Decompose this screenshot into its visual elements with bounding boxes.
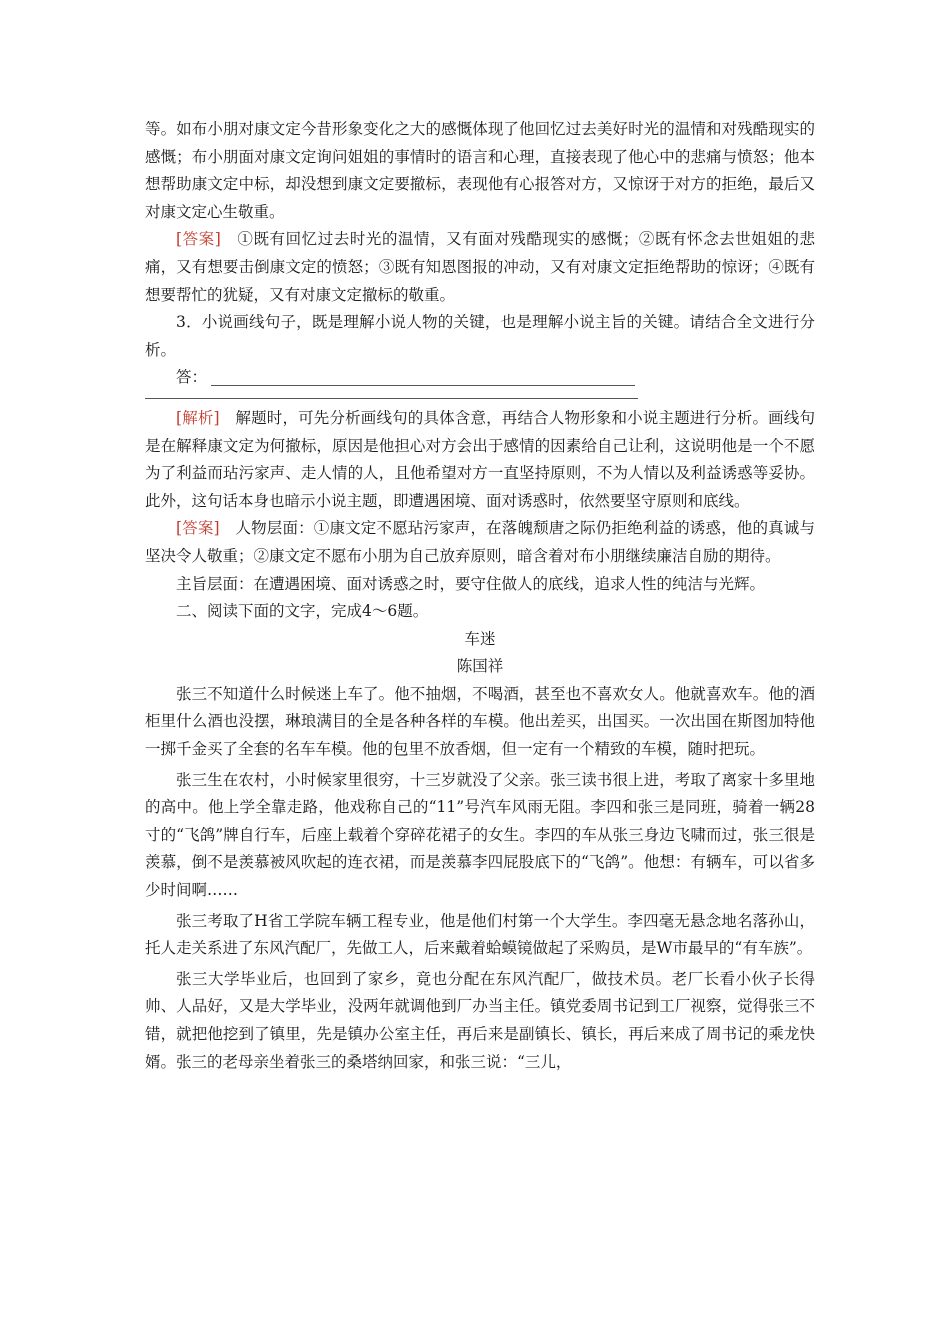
analysis-3-text: 解题时，可先分析画线句的具体含意，再结合人物形象和小说主题进行分析。画线句是在解释康文定为何撤标，原因是他担心对方会出于感情的因素给自己让利，这说明他是一个不愿为了利益而玷污家声、走人情的人，且他希望对方一直坚持原则，不为人情以及利益诱惑等妥协。此外，这句话本身也暗示小说主题，即遭遇困境、面对诱惑时，依然要坚守原则和底线。 xyxy=(145,408,815,510)
answer-blank xyxy=(176,364,815,392)
document-page xyxy=(145,116,815,1076)
story-paragraph: 张三生在农村，小时候家里很穷，十三岁就没了父亲。张三读书很上进，考取了离家十多里地的高中。他上学全靠走路，他戏称自己的“11”号汽车风雨无阻。李四和张三是同班，骑着一辆28寸的“飞鸽”牌自行车，后座上载着个穿碎花裙子的女生。李四的车从张三身边飞啸而过，张三很是羡慕，倒不是羡慕被风吹起的连衣裙，而是羡慕李四屁股底下的“飞鸽”。他想：有辆车，可以省多少时间啊…… xyxy=(145,770,815,900)
answer-3 xyxy=(145,515,815,570)
analysis-continuation: 等。如布小朋对康文定今昔形象变化之大的感慨体现了他回忆过去美好时光的温情和对残酷现实的感慨；布小朋面对康文定询问姐姐的事情时的语言和心理，直接表现了他心中的悲痛与愤怒；他本想帮助康文定中标，却没想到康文定要撤标，表现他有心报答对方，又惊讶于对方的拒绝，最后又对康文定心生敬重。 xyxy=(145,120,815,221)
answer-underline-2 xyxy=(145,398,638,399)
answer-3-theme: 主旨层面：在遭遇困境、面对诱惑之时，要守住做人的底线，追求人性的纯洁与光辉。 xyxy=(176,574,766,593)
answer-2-text: ①既有回忆过去时光的温情，又有面对残酷现实的感慨；②既有怀念去世姐姐的悲痛，又有想要击倒康文定的愤怒；③既有知恩图报的冲动，又有对康文定拒绝帮助的惊讶；④既有想要帮忙的犹疑，又有对康文定撤标的敬重。 xyxy=(145,230,815,304)
story-paragraph: 张三考取了H省工学院车辆工程专业，他是他们村第一个大学生。李四毫无悬念地名落孙山，托人走关系进了东风汽配厂，先做工人，后来戴着蛤蟆镜做起了采购员，是W市最早的“有车族”。 xyxy=(145,911,815,958)
answer-3-text: 人物层面：①康文定不愿玷污家声，在落魄颓唐之际仍拒绝利益的诱惑，他的真诚与坚决令人敬重；②康文定不愿布小朋为自己放弃原则，暗含着对布小朋继续廉洁自励的期待。 xyxy=(145,519,815,565)
answer-2 xyxy=(145,226,815,309)
analysis-tag: [解析] xyxy=(176,408,220,427)
answer-tag-2: [答案] xyxy=(176,519,220,538)
section-heading: 二、阅读下面的文字，完成4～6题。 xyxy=(176,602,429,621)
story-paragraph: 张三大学毕业后，也回到了家乡，竟也分配在东风汽配厂，做技术员。老厂长看小伙子长得帅、人品好，又是大学毕业，没两年就调他到厂办当主任。镇党委周书记到工厂视察，觉得张三不错，就把他挖到了镇里，先是镇办公室主任，再后来是副镇长、镇长，再后来成了周书记的乘龙快婿。张三的老母亲坐着张三的桑塔纳回家，和张三说：“三儿， xyxy=(145,969,815,1071)
answer-tag: [答案] xyxy=(176,230,221,249)
story-title: 车迷 xyxy=(464,629,496,648)
analysis-3 xyxy=(145,405,815,515)
story-paragraph: 张三不知道什么时候迷上车了。他不抽烟，不喝酒，甚至也不喜欢女人。他就喜欢车。他的酒柜里什么酒也没摆，琳琅满目的全是各种各样的车模。他出差买，出国买。一次出国在斯图加特他一掷千金买了全套的名车车模。他的包里不放香烟，但一定有一个精致的车模，随时把玩。 xyxy=(145,684,815,759)
answer-underline xyxy=(211,385,635,386)
story-author: 陈国祥 xyxy=(456,657,504,676)
answer-label: 答： xyxy=(176,368,208,387)
question-3: 3．小说画线句子，既是理解小说人物的关键，也是理解小说主旨的关键。请结合全文进行分析。 xyxy=(145,313,815,359)
